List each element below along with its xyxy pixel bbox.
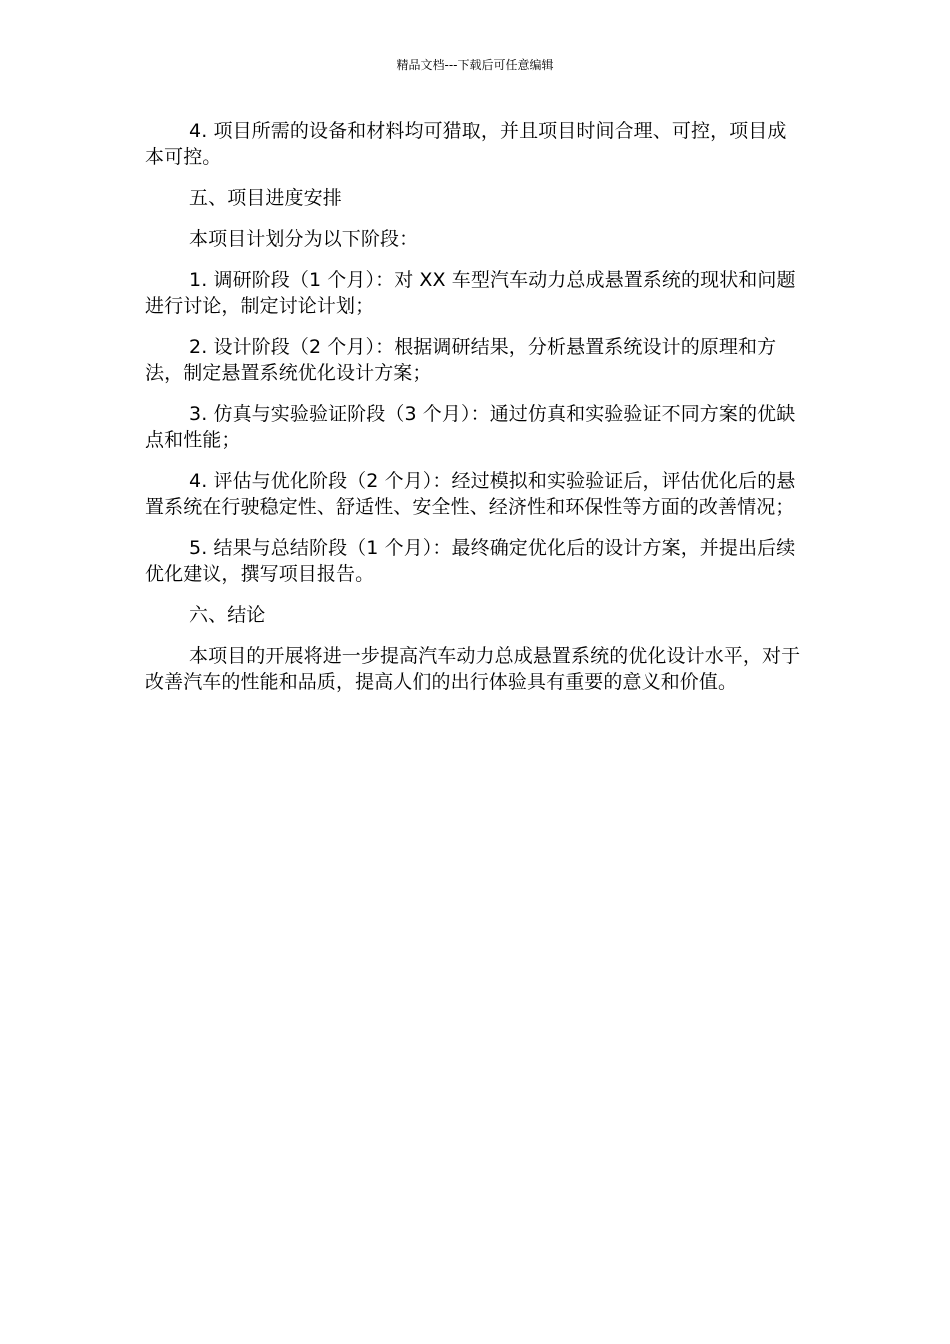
paragraph-stage-research: 1. 调研阶段（1 个月）：对 XX 车型汽车动力总成悬置系统的现状和问题进行讨论，制定讨论计划； xyxy=(145,269,796,317)
document-body xyxy=(145,118,805,710)
section-heading-conclusion: 六、结论 xyxy=(189,604,266,626)
paragraph-schedule-intro: 本项目计划分为以下阶段： xyxy=(189,228,419,250)
paragraph-stage-simulation: 3. 仿真与实验验证阶段（3 个月）：通过仿真和实验验证不同方案的优缺点和性能； xyxy=(145,403,796,451)
section-heading-schedule: 五、项目进度安排 xyxy=(189,187,342,209)
paragraph-stage-evaluation: 4. 评估与优化阶段（2 个月）：经过模拟和实验验证后，评估优化后的悬置系统在行驶稳定性、舒适性、安全性、经济性和环保性等方面的改善情况； xyxy=(145,470,796,518)
paragraph-stage-summary: 5. 结果与总结阶段（1 个月）：最终确定优化后的设计方案，并提出后续优化建议，撰写项目报告。 xyxy=(145,537,796,585)
paragraph-item-4-feasibility: 4. 项目所需的设备和材料均可猎取，并且项目时间合理、可控，项目成本可控。 xyxy=(145,120,787,168)
page-header: 精品文档---下载后可任意编辑 xyxy=(396,58,554,72)
paragraph-conclusion: 本项目的开展将进一步提高汽车动力总成悬置系统的优化设计水平，对于改善汽车的性能和品质，提高人们的出行体验具有重要的意义和价值。 xyxy=(145,645,801,693)
paragraph-stage-design: 2. 设计阶段（2 个月）：根据调研结果，分析悬置系统设计的原理和方法，制定悬置系统优化设计方案； xyxy=(145,336,777,384)
